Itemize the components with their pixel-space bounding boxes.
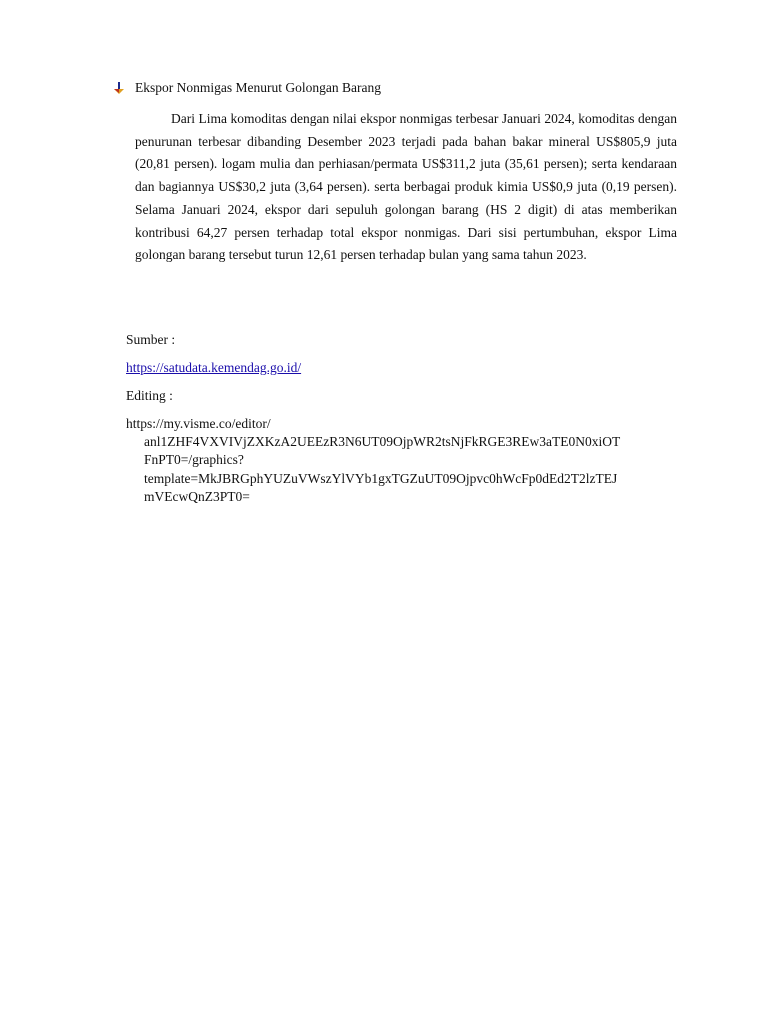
editing-url-line: template=MkJBRGphYUZuVWszYlVYb1gxTGZuUT09Ojpvc0hWcFp0dEd2T2lzTEJ [144, 470, 618, 486]
body-paragraph: Dari Lima komoditas dengan nilai ekspor nonmigas terbesar Januari 2024, komoditas dengan penurunan terbesar dibanding Desember 2023 terjadi pada bahan bakar mineral US$805,9 juta (20,81 persen). logam mulia dan perhiasan/permata US$311,2 juta (35,61 persen); serta kendaraan dan bagiannya US$30,2 juta (3,64 persen). serta berbagai produk kimia US$0,9 juta (0,19 persen). Selama Januari 2024, ekspor dari sepuluh golongan barang (HS 2 digit) di atas memberikan kontribusi 64,27 persen terhadap total ekspor nonmigas. Dari sisi pertumbuhan, ekspor Lima golongan barang tersebut turun 12,61 persen terhadap bulan yang sama tahun 2023. [135, 111, 677, 263]
editing-url-line: https://my.visme.co/editor/ [126, 416, 271, 431]
editing-label: Editing : [126, 388, 173, 403]
source-label: Sumber : [126, 332, 176, 347]
editing-url-line: FnPT0=/graphics? [144, 452, 244, 468]
editing-url-text [126, 415, 678, 506]
editing-url-line: mVEcwQnZ3PT0= [144, 488, 250, 504]
arrow-bullet-icon [112, 81, 126, 95]
section-heading-row [112, 78, 692, 98]
source-link[interactable]: https://satudata.kemendag.go.id/ [126, 360, 302, 375]
section-heading: Ekspor Nonmigas Menurut Golongan Barang [135, 80, 381, 95]
editing-url-line: anl1ZHF4VXVIVjZXKzA2UEEzR3N6UT09OjpWR2tsNjFkRGE3REw3aTE0N0xiOT [144, 434, 621, 450]
